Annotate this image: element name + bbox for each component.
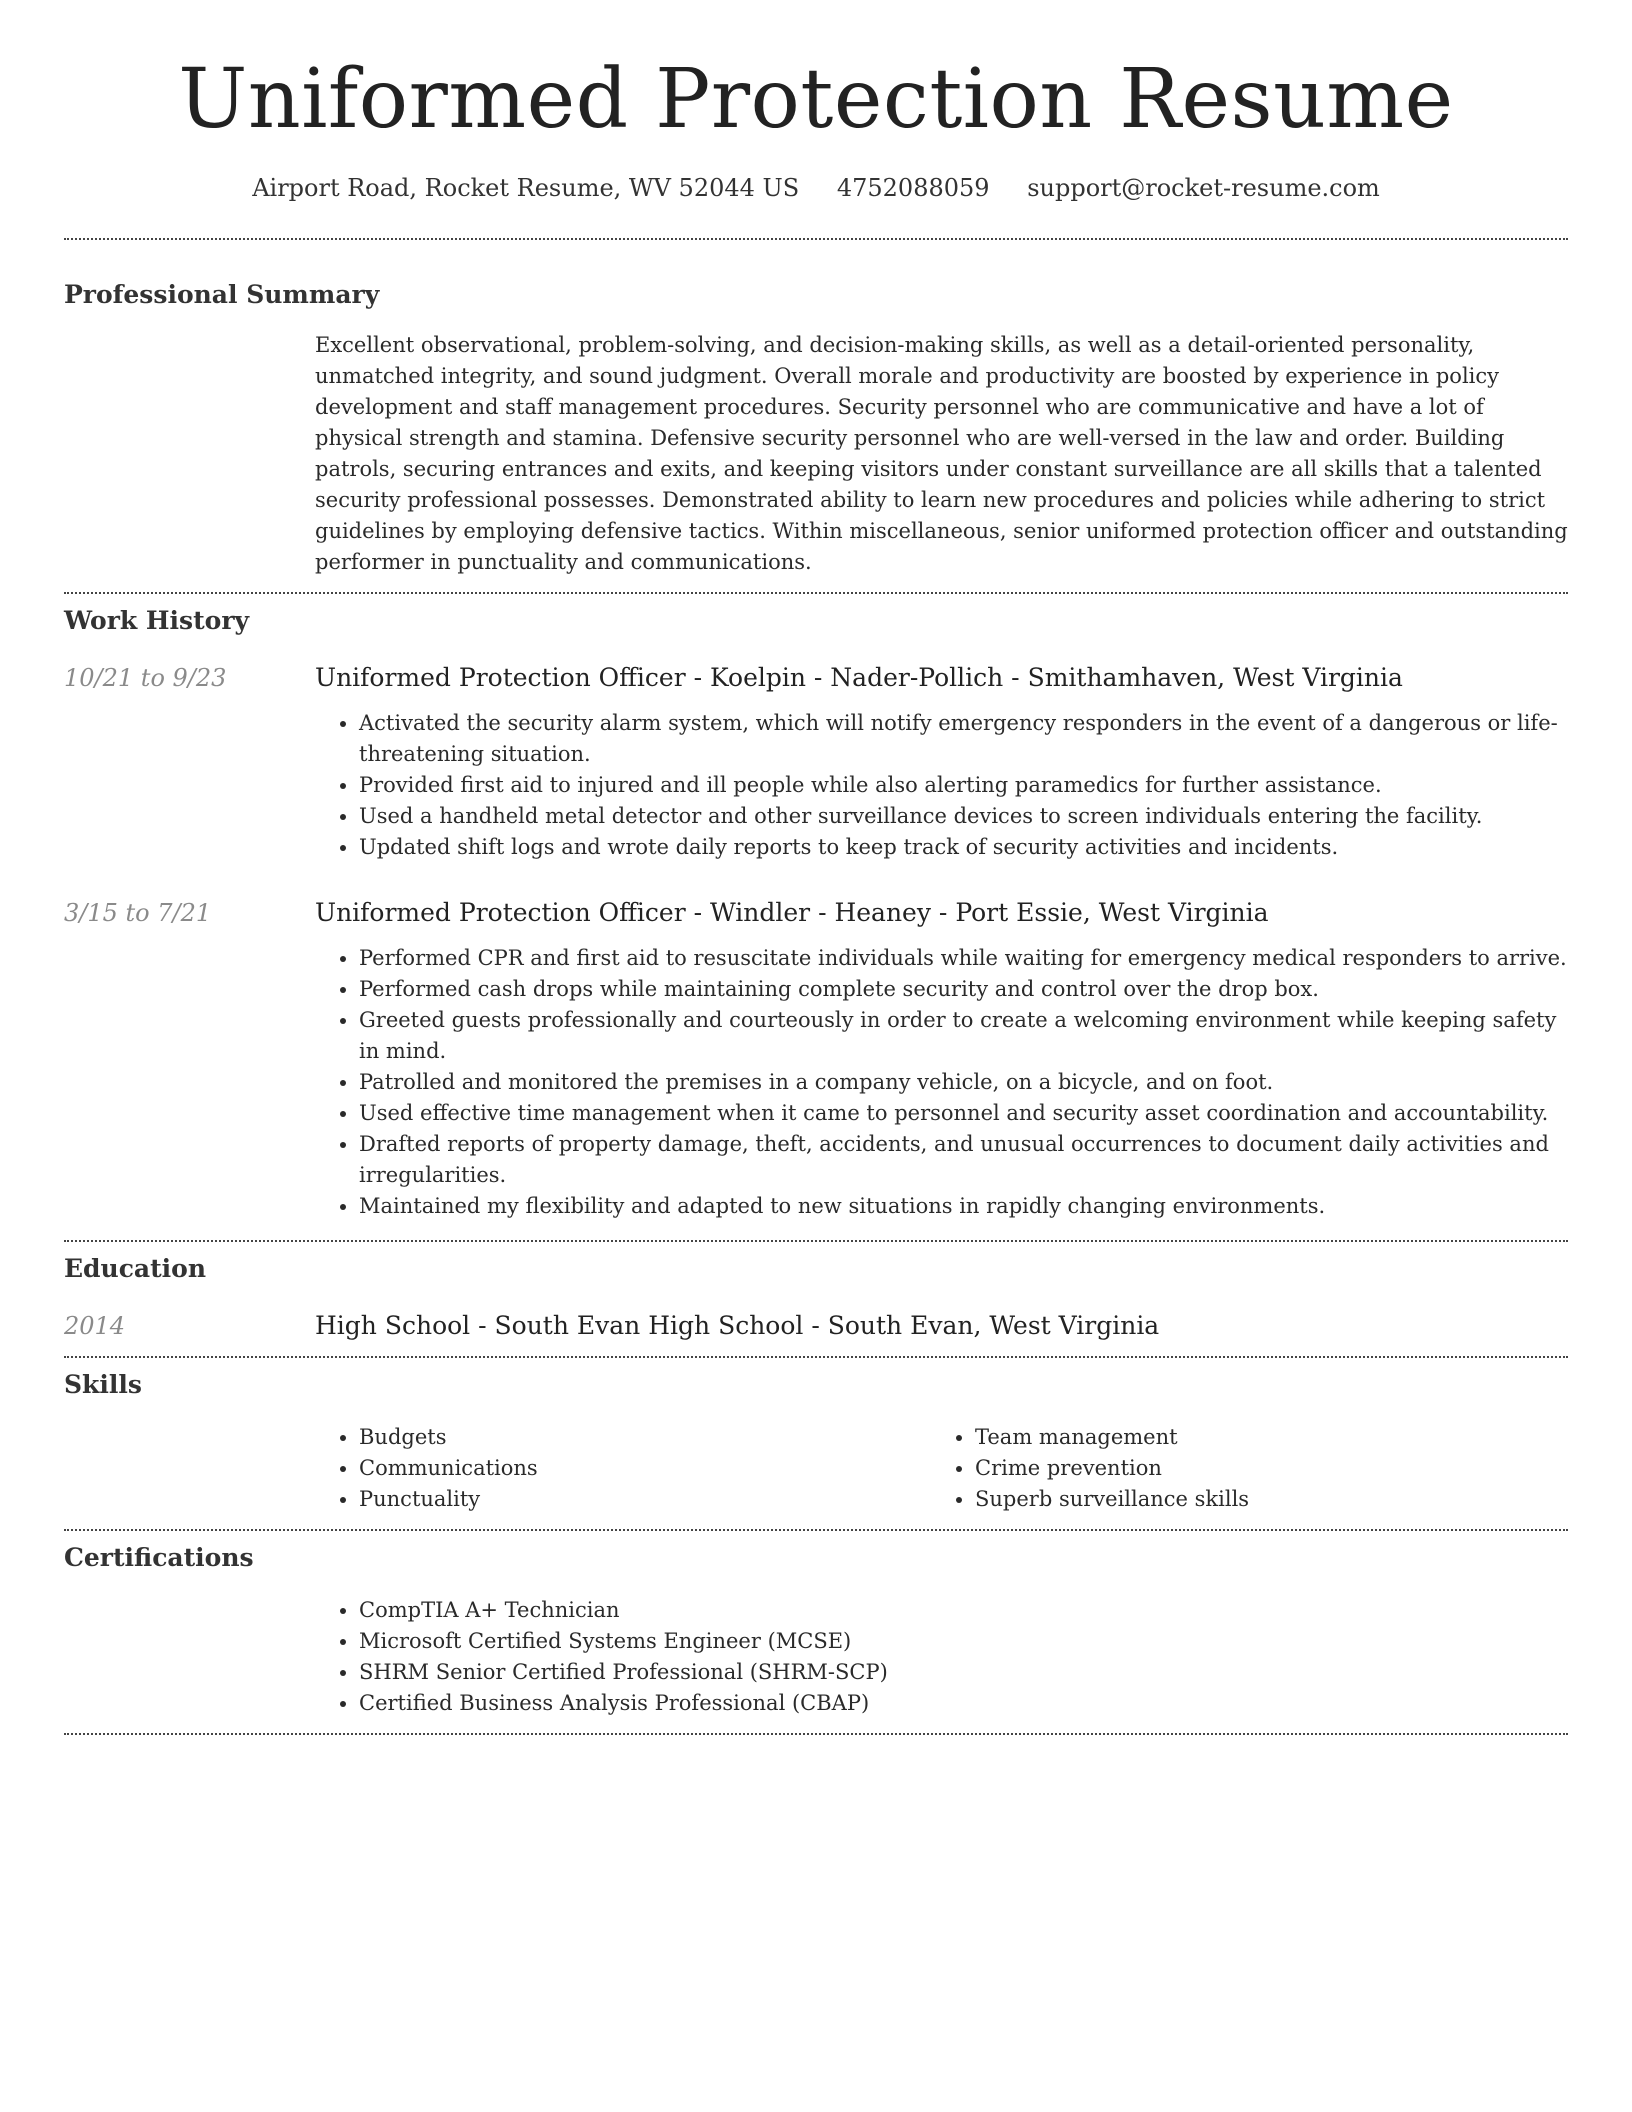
contact-email: support@rocket-resume.com	[1027, 174, 1380, 202]
summary-section	[64, 240, 1568, 592]
list-item: • Used a handheld metal detector and other surveillance devices to screen individuals entering the facility.	[359, 801, 1568, 832]
skills-list-left	[315, 1422, 931, 1515]
certifications-section	[64, 1531, 1568, 1733]
skill-item: • Crime prevention	[975, 1453, 1475, 1484]
skills-grid	[315, 1422, 1568, 1515]
contact-phone: 4752088059	[836, 174, 990, 202]
skill-item: • Team management	[975, 1422, 1475, 1453]
job-title: Uniformed Protection Officer - Windler - Heaney - Port Essie, West Virginia	[315, 898, 1269, 927]
certification-item: • Microsoft Certified Systems Engineer (MCSE)	[359, 1626, 1568, 1657]
skills-section	[64, 1358, 1568, 1529]
summary-heading: Professional Summary	[64, 280, 380, 309]
skill-item: • Superb surveillance skills	[975, 1484, 1475, 1515]
resume-title: Uniformed Protection Resume	[178, 52, 1454, 147]
job-entry	[64, 662, 1568, 863]
skill-item: • Communications	[359, 1453, 931, 1484]
skills-heading: Skills	[64, 1370, 142, 1399]
certification-item: • SHRM Senior Certified Professional (SHRM-SCP)	[359, 1657, 1568, 1688]
job-bullets	[315, 943, 1568, 1222]
list-item: • Maintained my flexibility and adapted to new situations in rapidly changing environments.	[359, 1191, 1568, 1222]
summary-text: Excellent observational, problem-solving, and decision-making skills, as well as a detail-oriented personality, unmatched integrity, and sound judgment. Overall morale and productivity are boosted by experience in policy development and staff management procedures. Security personnel who are communicative and have a lot of physical strength and stamina. Defensive security personnel who are well-versed in the law and order. Building patrols, securing entrances and exits, and keeping visitors under constant surveillance are all skills that a talented security professional possesses. Demonstrated ability to learn new procedures and policies while adhering to strict guidelines by employing defensive tactics. Within miscellaneous, senior uniformed protection officer and outstanding performer in punctuality and communications.	[315, 333, 1568, 574]
list-item: • Greeted guests professionally and courteously in order to create a welcoming environment while keeping safety in mind.	[359, 1005, 1568, 1067]
section-divider	[64, 1733, 1568, 1735]
contact-line	[64, 172, 1568, 204]
list-item: • Performed cash drops while maintaining complete security and control over the drop box.	[359, 974, 1568, 1005]
education-heading: Education	[64, 1254, 207, 1283]
education-entry: High School - South Evan High School - South Evan, West Virginia	[315, 1311, 1160, 1340]
list-item: • Used effective time management when it came to personnel and security asset coordination and accountability.	[359, 1098, 1568, 1129]
certification-item: • Certified Business Analysis Professional (CBAP)	[359, 1688, 1568, 1719]
list-item: • Performed CPR and first aid to resuscitate individuals while waiting for emergency medical responders to arrive.	[359, 943, 1568, 974]
education-year: 2014	[64, 1312, 126, 1340]
job-entry	[64, 897, 1568, 1240]
job-title: Uniformed Protection Officer - Koelpin - Nader-Pollich - Smithamhaven, West Virginia	[315, 663, 1403, 692]
certifications-heading: Certifications	[64, 1543, 254, 1572]
contact-address: Airport Road, Rocket Resume, WV 52044 US	[252, 174, 800, 202]
certifications-list	[315, 1595, 1568, 1719]
work-history-section	[64, 594, 1568, 1240]
job-dates: 10/21 to 9/23	[64, 664, 227, 692]
work-history-heading: Work History	[64, 606, 250, 635]
skills-list-right	[931, 1422, 1475, 1515]
education-section	[64, 1242, 1568, 1356]
skill-item: • Punctuality	[359, 1484, 931, 1515]
job-bullets	[315, 708, 1568, 863]
list-item: • Updated shift logs and wrote daily reports to keep track of security activities and incidents.	[359, 832, 1568, 863]
list-item: • Patrolled and monitored the premises in a company vehicle, on a bicycle, and on foot.	[359, 1067, 1568, 1098]
list-item: • Drafted reports of property damage, theft, accidents, and unusual occurrences to document daily activities and irregularities.	[359, 1129, 1568, 1191]
job-dates: 3/15 to 7/21	[64, 899, 212, 927]
list-item: • Activated the security alarm system, which will notify emergency responders in the event of a dangerous or life-threatening situation.	[359, 708, 1568, 770]
list-item: • Provided first aid to injured and ill people while also alerting paramedics for further assistance.	[359, 770, 1568, 801]
certification-item: • CompTIA A+ Technician	[359, 1595, 1568, 1626]
skill-item: • Budgets	[359, 1422, 931, 1453]
